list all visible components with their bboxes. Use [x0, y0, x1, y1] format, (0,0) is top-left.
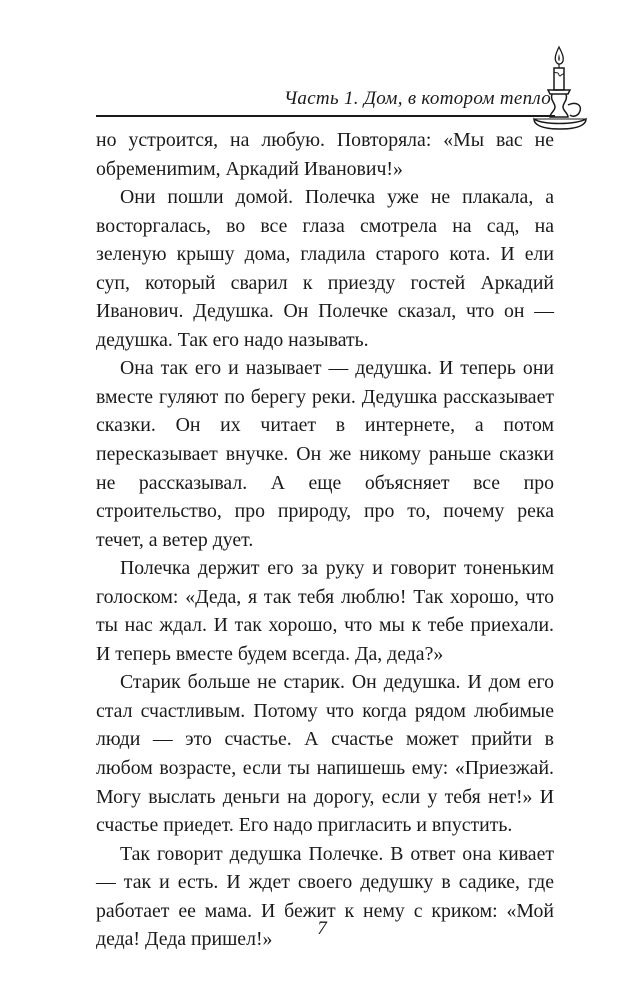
- paragraph: Полечка держит его за руку и говорит тоненьким голоском: «Деда, я так тебя люблю! Так хорошо, что ты нас ждал. И так хорошо, что мы к тебе приехали. И теперь вместе будем всегда. Да, деда?»: [96, 557, 554, 665]
- body-text: [96, 126, 554, 954]
- running-header: Часть 1. Дом, в котором тепло: [284, 88, 552, 109]
- page-number: 7: [317, 918, 327, 939]
- paragraph: но устроится, на любую. Повторяла: «Мы вас не обремениmим, Аркадий Иванович!»: [96, 129, 554, 180]
- paragraph: Она так его и называет — дедушка. И теперь они вместе гуляют по берегу реки. Дедушка рассказывает сказки. Он их читает в интернете, а потом пересказывает внучке. Он же никому раньше сказки не рассказывал. А еще объясняет все про строительство, про природу, про то, почему река течет, а ветер дует.: [96, 357, 554, 551]
- paragraph: Старик больше не старик. Он дедушка. И дом его стал счастливым. Потому что когда рядом любимые люди — это счастье. А счастье может прийти в любом возрасте, если ты напишешь ему: «Приезжай. Могу выслать деньги на дорогу, если у тебя нет!» И счастье приедет. Его надо пригласить и впустить.: [96, 671, 554, 837]
- paragraph: Так говорит дедушка Полечке. В ответ она кивает — так и есть. И ждет своего дедушку в садике, где работает ее мама. И бежит к нему с криком: «Мой деда! Деда пришел!»: [96, 842, 554, 951]
- paragraph: Они пошли домой. Полечка уже не плакала, а восторгалась, во все глаза смотрела на сад, на зеленую крышу дома, гладила старого кота. И ели суп, который сварил к приезду гостей Аркадий Иванович. Дедушка. Он Полечке сказал, что он — дедушка. Так его надо называть.: [96, 186, 554, 351]
- candle-icon: [528, 45, 592, 137]
- header-rule: [96, 115, 555, 117]
